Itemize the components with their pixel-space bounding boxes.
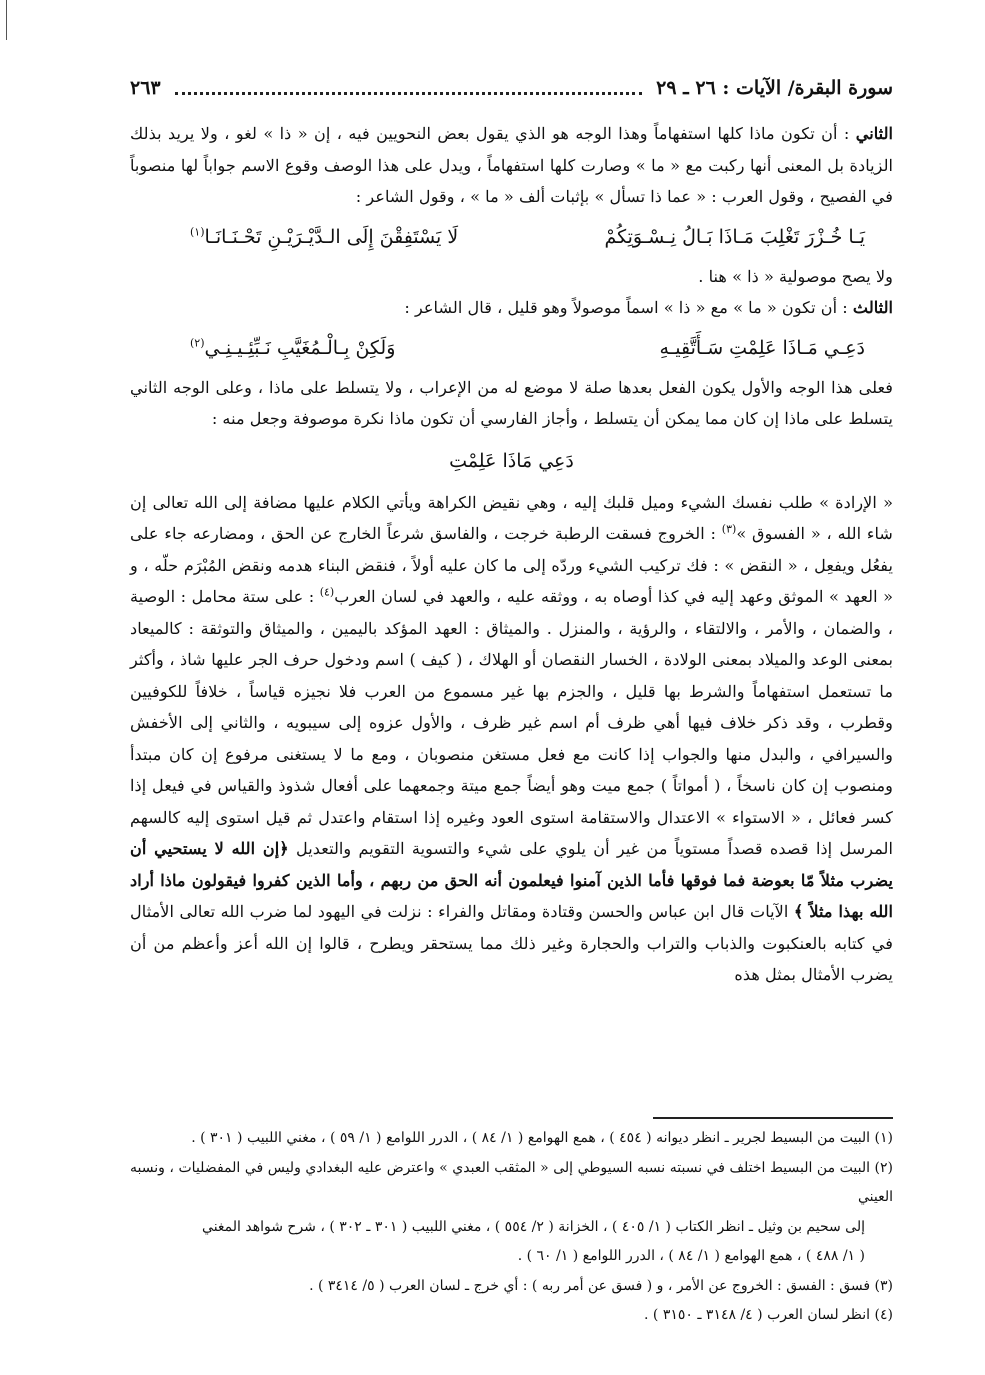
footnote-3: (٣) فسق : الفسق : الخروج عن الأمر ، و ( فسق عن أمر ربه ) : أي خرج ـ لسان العرب ( ٥/ ٣٤١٤ ) . [309, 1277, 893, 1294]
footnote-2-continued: ( ١/ ٤٨٨ ) ، همع الهوامع ( ١/ ٨٤ ) ، الدرر اللوامع ( ١/ ٦٠ ) . [517, 1248, 865, 1264]
footnotes [130, 1124, 893, 1331]
main-text [130, 118, 893, 991]
paragraph-vocabulary [130, 487, 893, 991]
paragraph-text: « الإرادة » طلب نفسك الشيء وميل قلبك إليه ، وهي نقيض الكراهة ويأتي الكلام عليها مضافة إلى الله تعالى إن شاء الله ، « الفسوق » [130, 492, 893, 543]
footnote-ref-2[interactable]: (٢) [190, 336, 205, 350]
verse2-second-hemistich: وَلَكِنْ بِـالْـمُغَيَّبِ نَـبِّئِـيـنِـي [204, 336, 396, 359]
verse2-first-hemistich: دَعِـي مَـاذَا عَلِمْتِ سَـأَتَّقِيـهِ [659, 336, 865, 359]
footnote-separator [653, 1117, 893, 1119]
scan-edge-line [6, 0, 7, 40]
paragraph-text: : أن تكون « ما » مع « ذا » اسماً موصولاً وهو قليل ، قال الشاعر : [404, 298, 853, 317]
page-number: ٢٦٣ [130, 77, 161, 99]
quran-verse: ﴿إن الله لا يستحيي أن يضرب مثلاً مّا بعوضة فما فوقها فأما الذين آمنوا فيعلمون أنه الحق من ربهم ، وأما الذين كفروا فيقولون ماذا أراد الله بهذا مثلاً ﴾ [130, 839, 893, 921]
paragraph-text: : على ستة محامل : الوصية ، والضمان ، والأمر ، والالتقاء ، والرؤية ، والمنزل . والميثاق : العهد المؤكد باليمين ، والميثاق والتوثقة : كالميعاد بمعنى الوعد والميلاد بمعنى الولادة ، الخسار النقصان أو الهلاك ، ( كيف ) اسم ودخول حرف الجر عليها شاذ ، وأكثر ما تستعمل استفهاماً والشرط بها قليل ، والجزم بها غير مسموع من العرب فلا نجيزه قياساً ، خلافاً للكوفيين وقطرب ، وقد ذكر خلاف فيها أهي ظرف أم اسم غير ظرف ، والأول عزوه إلى سيبويه ، والثاني إلى الأخفش والسيرافي ، والبدل منها والجواب إذا كانت مع فعل مستغن منصوبان ، ومع ما لا يستغنى مرفوع إن كان مبتدأ ومنصوب إن كان ناسخاً ، ( أمواتاً ) جمع ميت وهو أيضاً جمع ميتة وجمعهما على أفعال شذوذ والقياس في فيعل إذا كسر فعائل ، « الاستواء » الاعتدال والاستقامة استوى العود وغيره إذا استقام واعتدل ثم قيل استوى إليه كالسهم المرسل إذا قصده قصداً مستوياً من غير أن يلوي على شيء والتسوية التقويم والتعديل [130, 587, 893, 858]
running-header [130, 70, 893, 106]
header-title: سورة البقرة/ الآيات : ٢٦ ـ ٢٩ [656, 77, 893, 99]
paragraph-text: : أن تكون ماذا كلها استفهاماً وهذا الوجه هو الذي يقول بعض النحويين فيه ، إن « ذا » لغو ، ولا يريد بذلك الزيادة بل المعنى أنها ركبت مع « ما » وصارت كلها استفهاماً ، ويدل على هذا الوصف وقوع الاسم جواباً لها منصوباً في الفصيح ، وقول العرب : « عما ذا تسأل » بإثبات ألف « ما » ، وقول الشاعر : [130, 124, 893, 206]
verse1-second-hemistich-wrap [190, 213, 458, 261]
poetry-fragment: دَعِي مَاذَا عَلِمْتِ [449, 449, 574, 472]
paragraph-second-view [130, 118, 893, 213]
paragraph-third-view [130, 292, 893, 324]
footnote-ref-4[interactable]: (٤) [319, 585, 335, 599]
footnote-4: (٤) انظر لسان العرب ( ٤/ ٣١٤٨ ـ ٣١٥٠ ) . [644, 1307, 893, 1323]
paragraph-text: : الخروج فسقت الرطبة خرجت ، والفاسق شرعاً الخارج عن الحق ، ومضارعه جاء على يفعُل ويفعِل ، « النقض » : فك تركيب الشيء وردّه إلى ما كان عليه أولاً ، فنقض البناء هدمه ونقض المُبْرَم حلّه ، و « العهد » الموثق وعهد إليه في كذا أوصاه به ، ووثقه عليه ، والعهد في لسان العرب [130, 524, 893, 606]
verse1-second-hemistich: لَا يَسْتَفِقْنَ إِلَى الـدَّيْـرَيْـنِ تَحْـنَـانَـا [204, 225, 459, 248]
verse1-first-hemistich: يَـا خُـزْرَ تَغْلِبَ مَـاذَا بَـالُ نِـسْـوَتِكُمْ [604, 225, 865, 248]
paragraph-note: ولا يصح موصولية « ذا » هنا . [698, 266, 893, 286]
header-dot-leader [175, 82, 643, 95]
footnote-1: (١) البيت من البسيط لجرير ـ انظر ديوانه ( ٤٥٤ ) ، همع الهوامع ( ١/ ٨٤ ) ، الدرر اللوامع ( ١/ ٥٩ ) ، مغني اللبيب ( ٣٠١ ) . [191, 1130, 893, 1146]
paragraph-text: الآيات قال ابن عباس والحسن وقتادة ومقاتل والفراء : نزلت في اليهود لما ضرب الله تعالى الأمثال في كتابه بالعنكبوت والذباب والتراب والحجارة وغير ذلك مما يستحقر ويطرح ، قالوا إن الله أعز وأعظم من أن يضرب الأمثال بمثل هذه [130, 902, 893, 984]
footnote-2: (٢) البيت من البسيط اختلف في نسبته نسبه السيوطي إلى « المثقب العبدي » واعترض عليه البغدادي وليس في المفضليات ، ونسبه العيني [130, 1159, 893, 1205]
footnote-ref-1[interactable]: (١) [190, 225, 205, 239]
footnote-2-continued: إلى سحيم بن وثيل ـ انظر الكتاب ( ١/ ٤٠٥ ) ، الخزانة ( ٢/ ٥٥٤ ) ، مغني اللبيب ( ٣٠١ ـ ٣٠٢ ) ، شرح شواهد المغني [202, 1218, 865, 1235]
label-third: الثالث [852, 298, 893, 317]
verse2-second-hemistich-wrap [190, 324, 395, 372]
paragraph-analysis: فعلى هذا الوجه والأول يكون الفعل بعدها صلة لا موضع له من الإعراب ، ولا يتسلط على ماذا ، وعلى الوجه الثاني يتسلط على ماذا إن كان مما يمكن أن يتسلط ، وأجاز الفارسي أن تكون ماذا نكرة موصوفة وجعل منه : [130, 377, 893, 428]
poetry-verse-2 [130, 324, 893, 372]
label-second: الثاني [855, 124, 893, 143]
poetry-verse-1 [130, 213, 893, 261]
footnote-ref-3[interactable]: (٣) [721, 522, 737, 536]
